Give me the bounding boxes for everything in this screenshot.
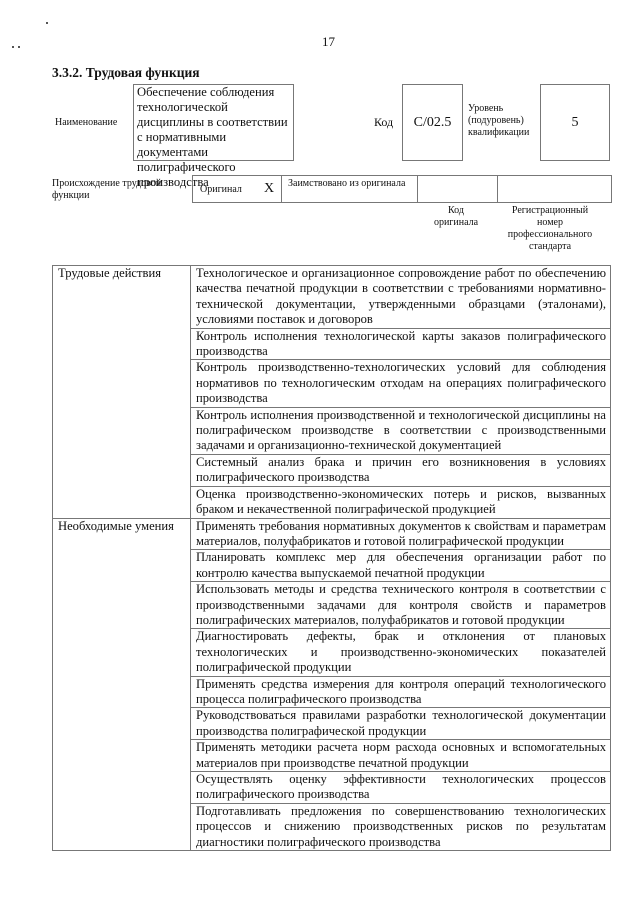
name-label: Наименование: [55, 117, 118, 128]
origin-code-caption: Код оригинала: [433, 205, 479, 228]
section-item: Применять средства измерения для контроля операций технологического процесса полиграфического производства: [191, 676, 611, 708]
section-heading: 3.3.2. Трудовая функция: [52, 65, 200, 80]
section-title: Трудовые действия: [53, 266, 191, 519]
origin-borrowed-cell: [281, 175, 418, 203]
table-row: [53, 266, 611, 329]
section-item: Контроль производственно-технологических условий для соблюдения нормативов по технологическим отходам на операциях полиграфического производства: [191, 360, 611, 407]
section-item: Руководствоваться правилами разработки технологической документации производства полиграфической продукции: [191, 708, 611, 740]
section-item: Использовать методы и средства технического контроля в соответствии с производственными задачами для контроля свойств и параметров полиграфических материалов, полуфабрикатов и готовой продукции: [191, 582, 611, 629]
scan-speck: [12, 46, 14, 48]
origin-original-mark: X: [264, 181, 275, 196]
origin-original-cell: [192, 175, 282, 203]
origin-original-label: Оригинал: [200, 184, 242, 195]
section-title: Необходимые умения: [53, 518, 191, 851]
name-value-box: [133, 84, 294, 189]
section-item: Технологическое и организационное сопровождение работ по обеспечению качества печатной продукции в соответствии с требованиями нормативно-технической документации, утвержденными образцами (эталонами), условиями поставок и договоров: [191, 266, 611, 329]
code-label: Код: [374, 115, 394, 129]
section-item: Оценка производственно-экономических потерь и рисков, вызванных браком и некачественной полиграфической продукцией: [191, 486, 611, 518]
section-item: Осуществлять оценку эффективности технологических процессов полиграфического производства: [191, 772, 611, 804]
section-item: Подготавливать предложения по совершенствованию технологических процессов и снижению производственных рисков по результатам диагностики полиграфического производства: [191, 803, 611, 850]
scan-speck: [46, 22, 48, 24]
level-label: Уровень (подуровень) квалификации: [468, 103, 530, 138]
level-value-box: [540, 84, 610, 161]
origin-code-cell: [417, 175, 498, 203]
level-value: 5: [571, 114, 579, 130]
section-item: Контроль исполнения производственной и технологической дисциплины на полиграфическом производстве в соответствии с производственными задачами и организационно-технической документацией: [191, 407, 611, 454]
scan-speck: [18, 46, 20, 48]
origin-borrowed-label: Заимствовано из оригинала: [288, 178, 406, 189]
section-item: Контроль исполнения технологической карты заказов полиграфического производства: [191, 328, 611, 360]
origin-label: Происхождение трудовой функции: [52, 178, 162, 201]
section-item: Применять методики расчета норм расхода основных и вспомогательных материалов при производстве печатной продукции: [191, 740, 611, 772]
page-number: 17: [322, 34, 335, 49]
origin-reg-number-caption: Регистрационный номер профессионального стандарта: [507, 205, 593, 252]
section-item: Диагностировать дефекты, брак и отклонения от плановых технологических и производственно-экономических показателей полиграфической продукции: [191, 629, 611, 676]
origin-reg-number-cell: [497, 175, 612, 203]
function-table: [52, 265, 611, 851]
code-value: C/02.5: [413, 114, 452, 130]
section-item: Применять требования нормативных документов к свойствам и параметрам материалов, полуфабрикатов и готовой полиграфической продукции: [191, 518, 611, 550]
table-row: [53, 518, 611, 550]
name-value: Обеспечение соблюдения технологической дисциплины в соответствии с нормативными документами полиграфического производства: [137, 85, 288, 189]
code-value-box: [402, 84, 463, 161]
section-item: Планировать комплекс мер для обеспечения организации работ по контролю качества выпускаемой печатной продукции: [191, 550, 611, 582]
section-item: Системный анализ брака и причин его возникновения в условиях полиграфического производства: [191, 454, 611, 486]
